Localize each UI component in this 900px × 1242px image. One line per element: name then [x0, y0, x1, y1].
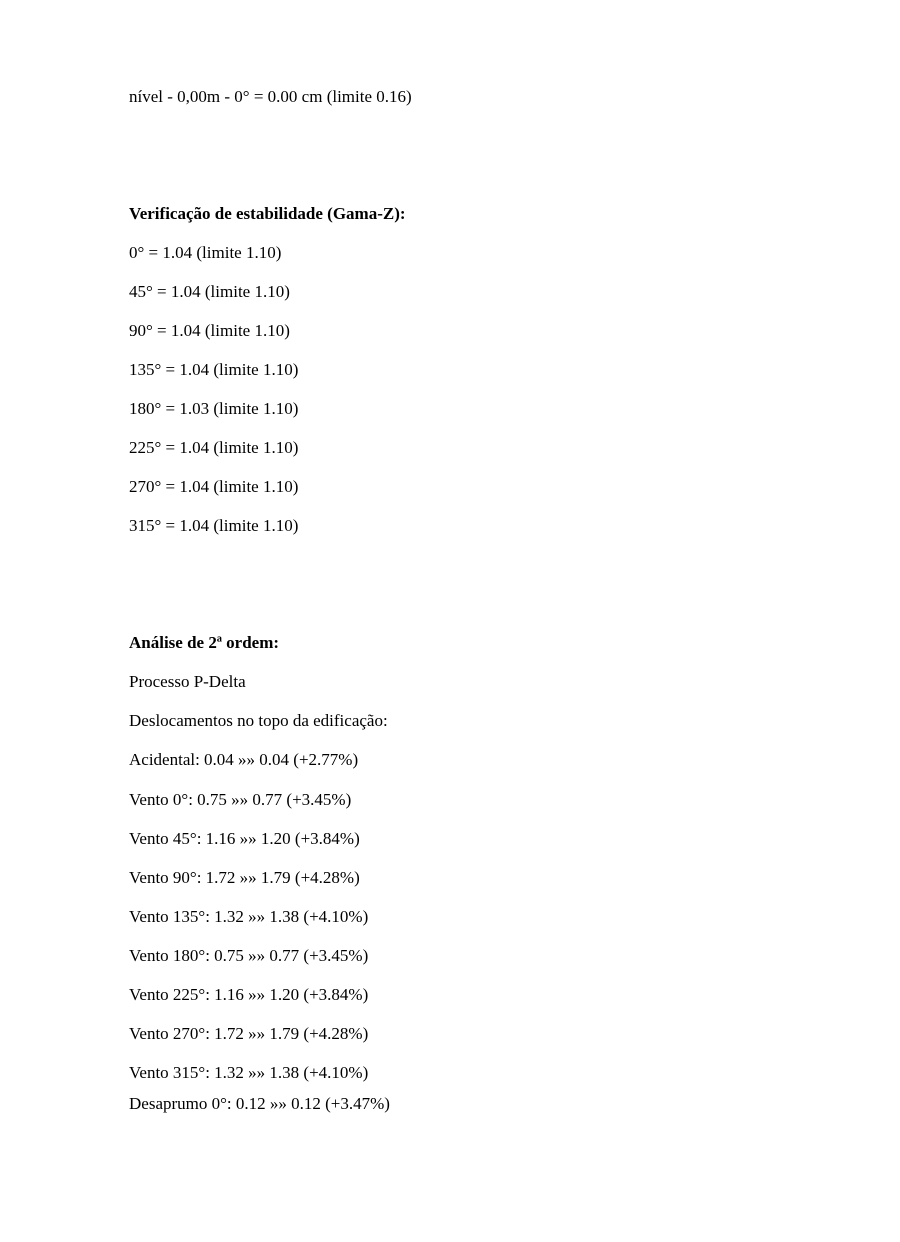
- displacement-row: Vento 45°: 1.16 »» 1.20 (+3.84%): [129, 829, 360, 848]
- displacement-row: Vento 90°: 1.72 »» 1.79 (+4.28%): [129, 868, 360, 887]
- stability-row: 315° = 1.04 (limite 1.10): [129, 516, 299, 535]
- stability-row: 135° = 1.04 (limite 1.10): [129, 360, 299, 379]
- level-displacement-line: nível - 0,00m - 0° = 0.00 cm (limite 0.16): [129, 87, 412, 106]
- displacement-row: Vento 0°: 0.75 »» 0.77 (+3.45%): [129, 790, 352, 809]
- stability-row: 90° = 1.04 (limite 1.10): [129, 321, 290, 340]
- stability-row: 270° = 1.04 (limite 1.10): [129, 477, 299, 496]
- stability-row: 225° = 1.04 (limite 1.10): [129, 438, 299, 457]
- displacement-row: Desaprumo 0°: 0.12 »» 0.12 (+3.47%): [129, 1094, 390, 1113]
- process-line: Processo P-Delta: [129, 672, 246, 691]
- displacement-row: Vento 180°: 0.75 »» 0.77 (+3.45%): [129, 946, 369, 965]
- stability-heading: Verificação de estabilidade (Gama-Z):: [129, 204, 406, 223]
- stability-row: 45° = 1.04 (limite 1.10): [129, 282, 290, 301]
- second-order-heading: Análise de 2ª ordem:: [129, 633, 280, 652]
- displacement-row: Vento 270°: 1.72 »» 1.79 (+4.28%): [129, 1024, 369, 1043]
- displacement-row: Vento 135°: 1.32 »» 1.38 (+4.10%): [129, 907, 369, 926]
- stability-row: 0° = 1.04 (limite 1.10): [129, 243, 282, 262]
- stability-row: 180° = 1.03 (limite 1.10): [129, 399, 299, 418]
- displacement-row: Vento 225°: 1.16 »» 1.20 (+3.84%): [129, 985, 369, 1004]
- displacement-row: Vento 315°: 1.32 »» 1.38 (+4.10%): [129, 1063, 369, 1082]
- displacement-subtitle: Deslocamentos no topo da edificação:: [129, 711, 388, 730]
- displacement-row: Acidental: 0.04 »» 0.04 (+2.77%): [129, 750, 359, 769]
